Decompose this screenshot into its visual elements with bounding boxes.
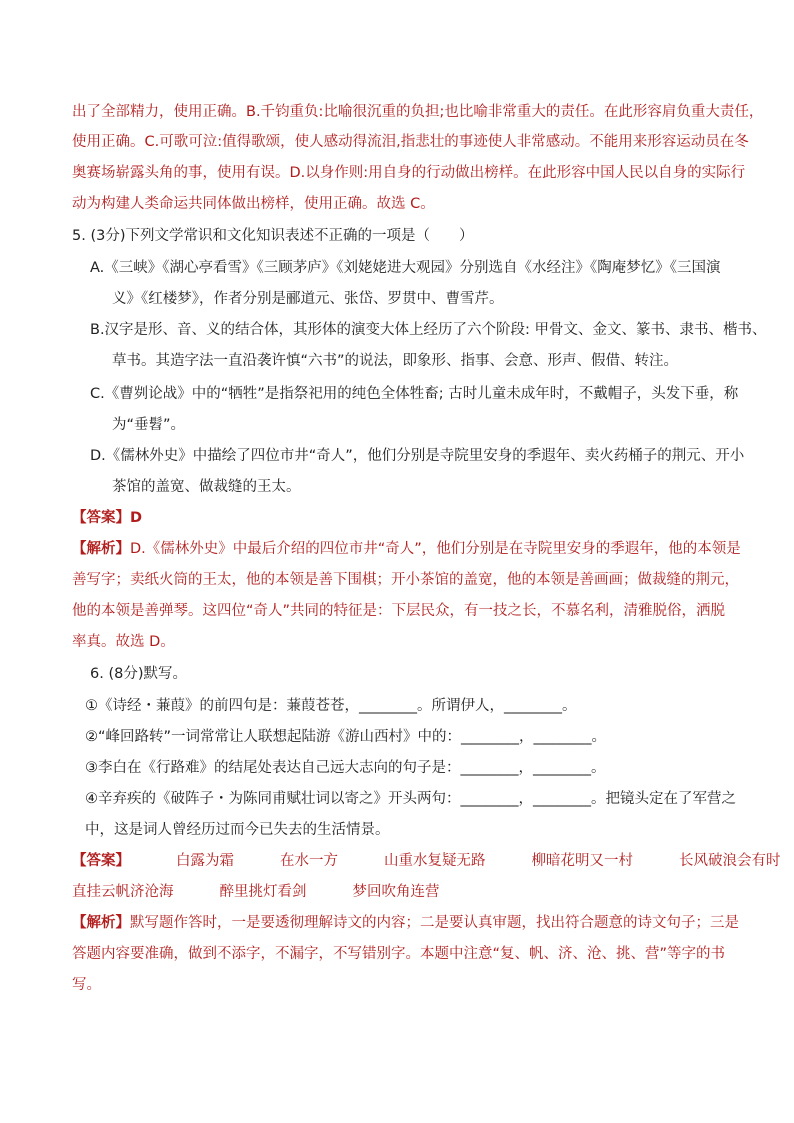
prev-analysis-line-2: 使用正确。C.可歌可泣:值得歌颂，使人感动得流泪,指悲壮的事迹使人非常感动。不能用来形容运动员在冬 <box>72 134 749 150</box>
q6-analysis-line-3: 写。 <box>72 977 101 993</box>
q6-answer-4: 柳暗花明又一村 <box>531 853 633 869</box>
q6-analysis-line-1 <box>72 913 739 933</box>
q6-answer-7: 醉里挑灯看剑 <box>219 884 307 900</box>
q6-answer-1: 白露为霜 <box>176 853 234 869</box>
q6-item-2: ②“峰回路转”一词常常让人联想起陆游《游山西村》中的：________，________。 <box>85 729 607 745</box>
q5-option-c: C.《曹刿论战》中的“牺牲”是指祭祀用的纯色全体牲畜; 古时儿童未成年时，不戴帽子，头发下垂，称 <box>90 386 739 402</box>
q5-analysis-line-4: 率真。故选 D。 <box>72 634 175 650</box>
q5-option-b-cont: 草书。其造字法一直沿袭许慎“六书”的说法，即象形、指事、会意、形声、假借、转注。 <box>112 353 679 369</box>
q6-item-4: ④辛弃疾的《破阵子・为陈同甫赋壮词以寄之》开头两句：________，________。把镜头定在了军营之 <box>85 791 736 807</box>
q5-answer-value: D <box>130 510 143 526</box>
q6-answer-3: 山重水复疑无路 <box>384 853 486 869</box>
q5-option-a-cont: 义》《红楼梦》，作者分别是郦道元、张岱、罗贯中、曹雪芹。 <box>112 291 504 307</box>
q5-option-c-cont: 为“垂髫”。 <box>112 417 186 433</box>
q5-option-b: B.汉字是形、音、义的结合体，其形体的演变大体上经历了六个阶段: 甲骨文、金文、篆书、隶书、楷书、 <box>90 322 767 338</box>
q5-option-d-cont: 茶馆的盖宽、做裁缝的王太。 <box>112 479 301 495</box>
prev-analysis-line-4: 动为构建人类命运共同体做出榜样，使用正确。故选 C。 <box>72 196 435 212</box>
q6-analysis-line-2: 答题内容要准确，做到不添字，不漏字，不写错别字。本题中注意“复、帆、济、沧、挑、营”等字的书 <box>72 946 726 962</box>
q5-answer <box>72 508 142 528</box>
q6-answer-line-2 <box>72 882 440 902</box>
q6-answer-5: 长风破浪会有时 <box>679 853 781 869</box>
q5-analysis-label: 【解析】 <box>72 541 130 557</box>
q6-stem: 6. (8分)默写。 <box>90 666 187 682</box>
q5-answer-label: 【答案】 <box>72 510 130 526</box>
q5-analysis-line-3: 他的本领是善弹琴。这四位“奇人”共同的特征是：下层民众，有一技之长，不慕名利，清雅脱俗，洒脱 <box>72 603 726 619</box>
q6-answer-2: 在水一方 <box>280 853 338 869</box>
q6-answer-6: 直挂云帆济沧海 <box>72 884 174 900</box>
q6-item-3: ③李白在《行路难》的结尾处表达自己远大志向的句子是：________，________。 <box>85 760 606 776</box>
prev-analysis-line-3: 奥赛场崭露头角的事，使用有误。D.以身作则:用自身的行动做出榜样。在此形容中国人民以自身的实际行 <box>72 165 746 181</box>
q6-analysis-label: 【解析】 <box>72 915 130 931</box>
q5-analysis-line-1 <box>72 539 741 559</box>
q6-item-1: ①《诗经・蒹葭》的前四句是：蒹葭苍苍，________。所谓伊人，________。 <box>85 698 577 714</box>
q5-option-a: A.《三峡》《湖心亭看雪》《三顾茅庐》《刘姥姥进大观园》分别选自《水经注》《陶庵梦忆》《三国演 <box>90 260 721 276</box>
q6-answer-label: 【答案】 <box>72 853 130 869</box>
q5-analysis-line-2: 善写字；卖纸火筒的王太，他的本领是善下围棋；开小茶馆的盖宽，他的本领是善画画；做裁缝的荆元， <box>72 572 739 588</box>
q6-item-4-cont: 中，这是词人曾经历过而今已失去的生活情景。 <box>85 822 390 838</box>
q5-analysis-text-1: D.《儒林外史》中最后介绍的四位市井“奇人”，他们分别是在寺院里安身的季遐年，他的本领是 <box>130 541 741 557</box>
q6-answer-8: 梦回吹角连营 <box>352 884 440 900</box>
q6-analysis-text-1: 默写题作答时，一是要透彻理解诗文的内容；二是要认真审题，找出符合题意的诗文句子；三是 <box>130 915 739 931</box>
q5-stem: 5. (3分)下列文学常识和文化知识表述不正确的一项是（ ） <box>72 228 474 244</box>
q5-option-d: D.《儒林外史》中描绘了四位市井“奇人”，他们分别是寺院里安身的季遐年、卖火药桶子的荆元、开小 <box>90 448 745 464</box>
prev-analysis-line-1: 出了全部精力，使用正确。B.千钧重负:比喻很沉重的负担;也比喻非常重大的责任。在此形容肩负重大责任， <box>72 104 764 120</box>
q6-answer-line-1 <box>72 851 781 871</box>
